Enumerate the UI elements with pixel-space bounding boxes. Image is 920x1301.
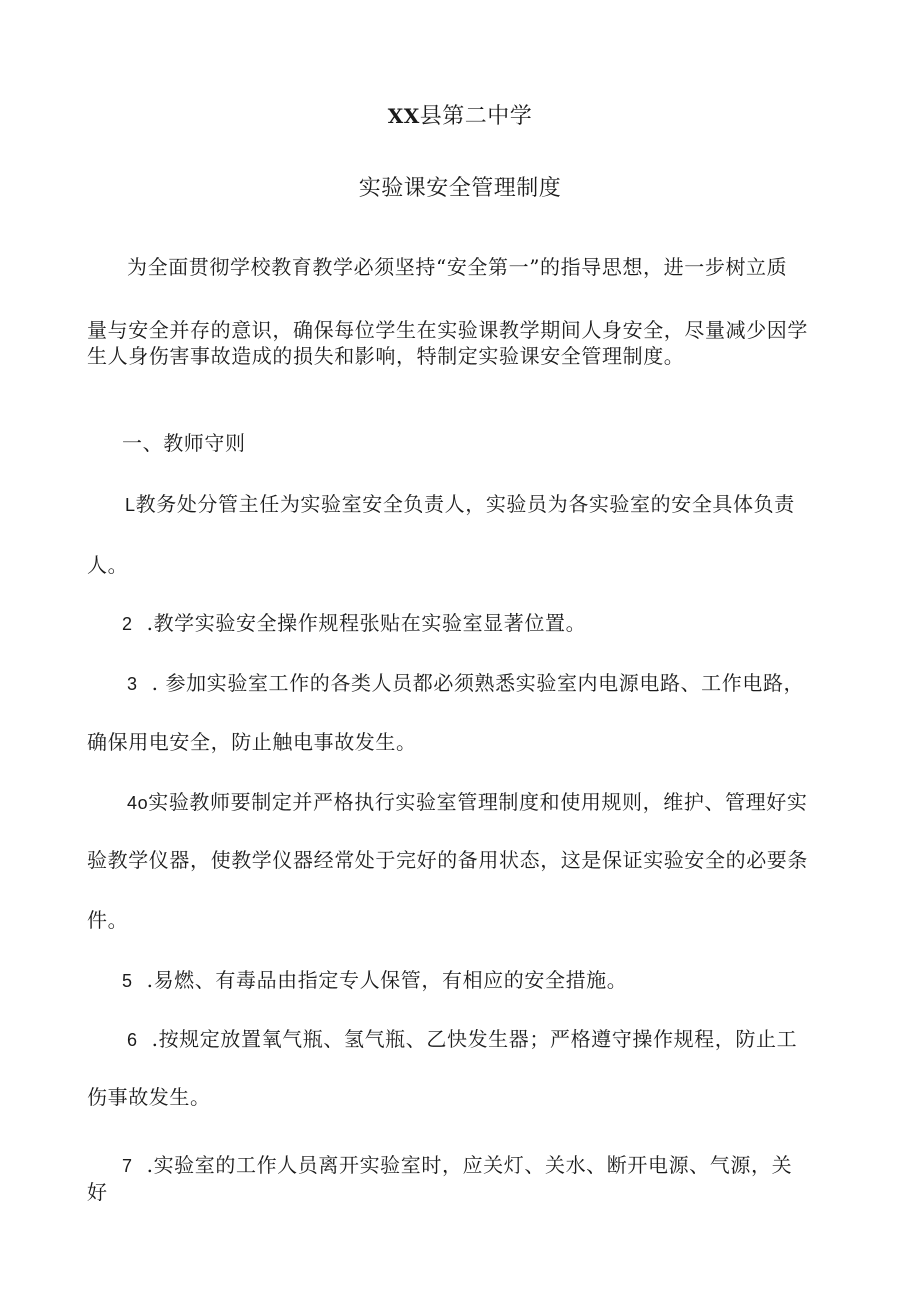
rule-6-line-1 bbox=[127, 1024, 797, 1055]
rule-4-line-1 bbox=[127, 787, 807, 818]
rule-6-number: 6 bbox=[127, 1030, 138, 1050]
rule-7-number: 7 bbox=[122, 1156, 133, 1176]
rule-7-line-1 bbox=[122, 1150, 792, 1181]
intro-line-3: 生人身伤害事故造成的损失和影响，特制定实验课安全管理制度。 bbox=[87, 344, 685, 368]
rule-5-text: .易燃、有毒品由指定专人保管，有相应的安全措施。 bbox=[146, 968, 628, 992]
rule-1-number: L bbox=[125, 495, 136, 515]
rule-3-text: . 参加实验室工作的各类人员都必须熟悉实验室内电源电路、工作电路， bbox=[151, 671, 805, 695]
school-title bbox=[0, 101, 920, 132]
rule-5-line-1 bbox=[122, 965, 627, 996]
school-title-name: 县第二中学 bbox=[419, 104, 533, 129]
rule-1-line-2: 人。 bbox=[87, 553, 129, 577]
rule-2-line-1 bbox=[122, 608, 586, 639]
rule-1-line-1 bbox=[125, 489, 795, 520]
rule-2-number: 2 bbox=[122, 614, 133, 634]
rule-2-text: .教学实验安全操作规程张贴在实验室显著位置。 bbox=[146, 611, 587, 635]
rule-3-line-1 bbox=[127, 668, 804, 699]
rule-5-number: 5 bbox=[122, 971, 133, 991]
rule-6-line-2: 伤事故发生。 bbox=[87, 1085, 211, 1109]
rule-1-text: 教务处分管主任为实验室安全负责人，实验员为各实验室的安全具体负责 bbox=[135, 492, 795, 516]
rule-7-text: .实验室的工作人员离开实验室时，应关灯、关水、断开电源、气源，关 bbox=[146, 1153, 793, 1177]
section-heading: 一、教师守则 bbox=[122, 431, 246, 455]
intro-line-1: 为全面贯彻学校教育教学必须坚持“安全第一”的指导思想，进一步树立质 bbox=[127, 255, 788, 279]
rule-7-line-2: 好 bbox=[87, 1180, 108, 1204]
rule-3-number: 3 bbox=[127, 674, 138, 694]
intro-line-2: 量与安全并存的意识，确保每位学生在实验课教学期间人身安全，尽量减少因学 bbox=[87, 318, 808, 342]
school-title-prefix: XX bbox=[387, 104, 420, 128]
rule-4-line-2: 验教学仪器，使教学仪器经常处于完好的备用状态，这是保证实验安全的必要条 bbox=[87, 848, 808, 872]
rule-4-number: 4o bbox=[127, 793, 149, 813]
rule-6-text: .按规定放置氧气瓶、氢气瓶、乙快发生器；严格遵守操作规程，防止工 bbox=[151, 1027, 798, 1051]
rule-3-line-2: 确保用电安全，防止触电事故发生。 bbox=[87, 730, 417, 754]
rule-4-text: 实验教师要制定并严格执行实验室管理制度和使用规则，维护、管理好实 bbox=[148, 790, 808, 814]
rule-4-line-3: 件。 bbox=[87, 908, 129, 932]
document-subtitle: 实验课安全管理制度 bbox=[358, 176, 562, 201]
